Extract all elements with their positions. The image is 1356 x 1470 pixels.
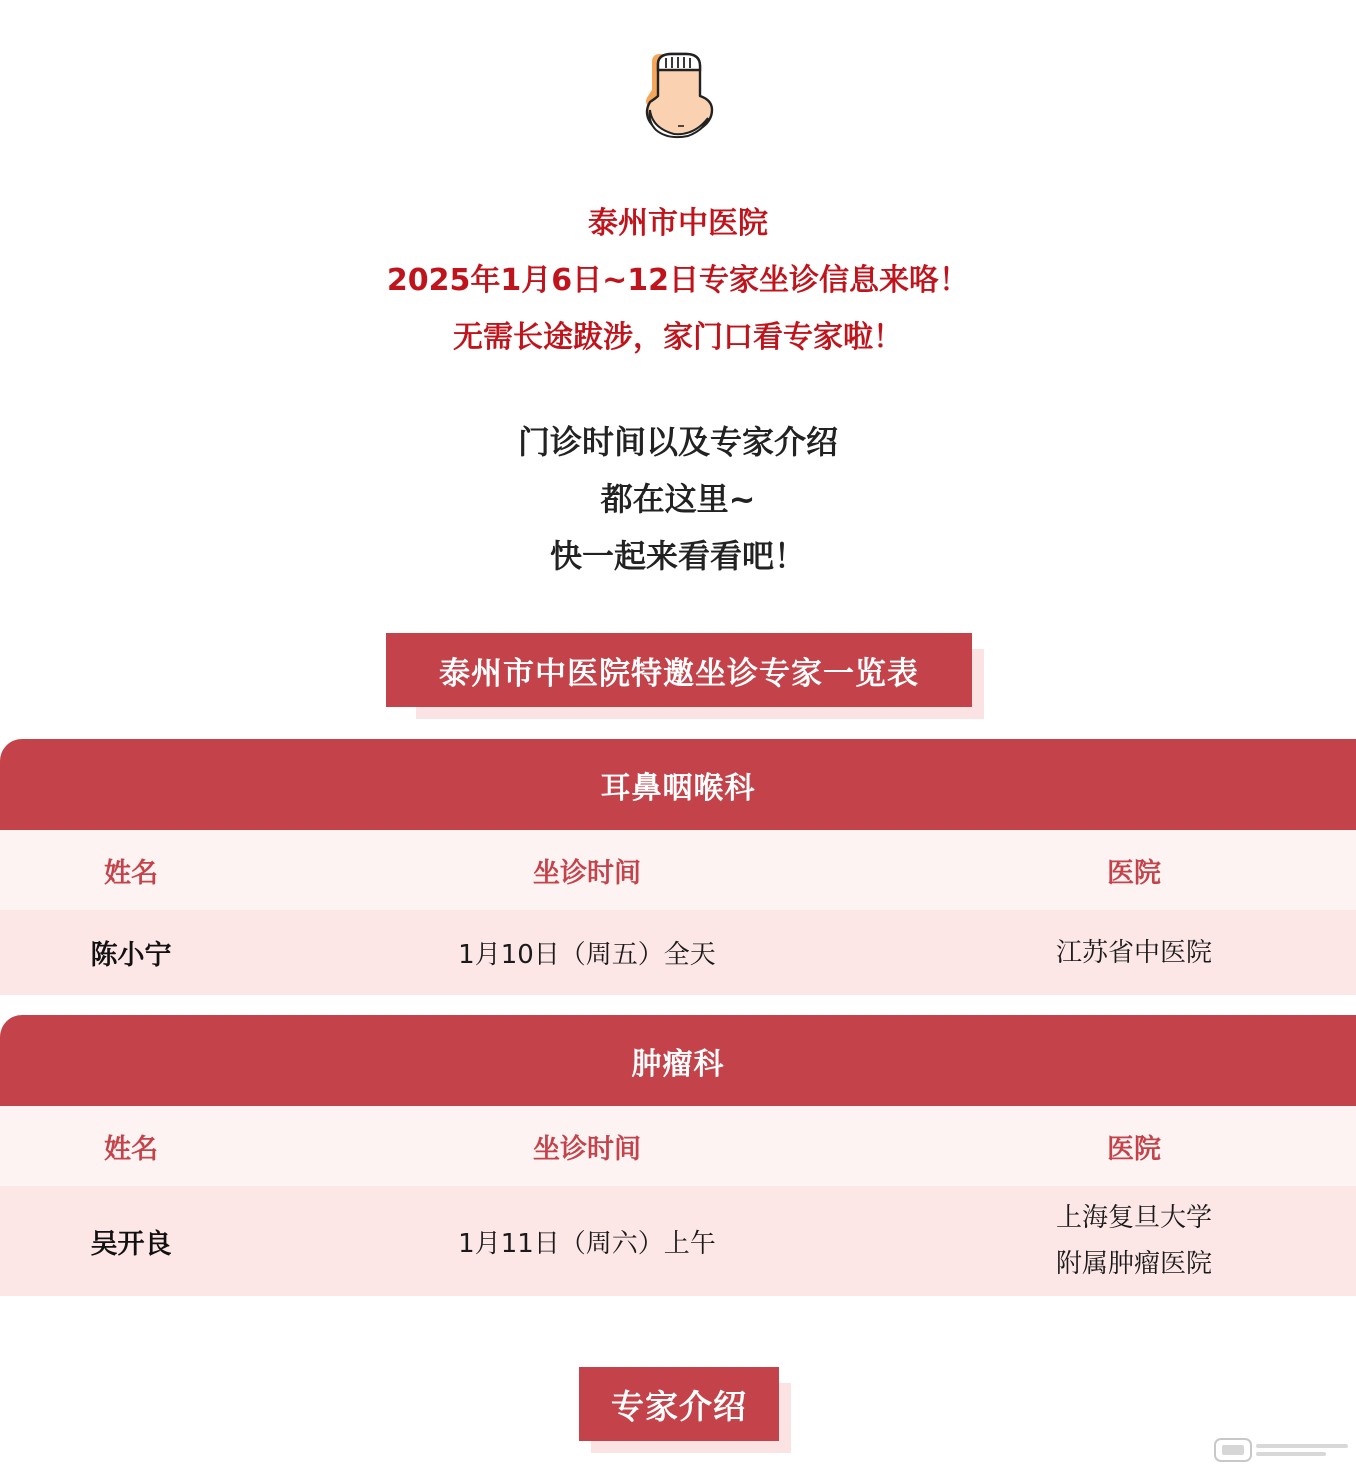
header-time: 坐诊时间: [533, 1133, 641, 1165]
expert-hospital: [912, 910, 1356, 995]
header-hospital: 医院: [1107, 1133, 1161, 1165]
intro-line-1: 门诊时间以及专家介绍: [517, 423, 838, 461]
banner-title: 泰州市中医院特邀坐诊专家一览表: [386, 633, 972, 707]
header-hospital: 医院: [1107, 857, 1161, 889]
department-table-oncology: [0, 1015, 1356, 1296]
header-name: 姓名: [104, 857, 158, 889]
department-title: 肿瘤科: [0, 1015, 1356, 1106]
table-header: [0, 1106, 1356, 1186]
hospital-name: 泰州市中医院: [588, 206, 768, 241]
watermark-logo-icon: [1214, 1436, 1350, 1464]
department-table-ent: [0, 739, 1356, 995]
expert-name: 陈小宁: [90, 940, 172, 971]
department-title: 耳鼻咽喉科: [0, 739, 1356, 830]
schedule-headline: 2025年1月6日~12日专家坐诊信息来咯！: [386, 263, 970, 298]
header-name: 姓名: [104, 1133, 158, 1165]
section-title: 专家介绍: [579, 1367, 779, 1441]
hospital-line: 上海复旦大学: [1055, 1203, 1212, 1233]
schedule-subheadline: 无需长途跋涉，家门口看专家啦！: [453, 320, 903, 355]
intro-line-2: 都在这里~: [600, 480, 756, 518]
intro-line-3: 快一起来看看吧！: [549, 537, 806, 575]
table-header: [0, 830, 1356, 910]
expert-name: 吴开良: [90, 1228, 172, 1260]
expert-hospital: [912, 1186, 1356, 1296]
doctor-avatar-icon: [628, 50, 728, 145]
intro-red-text: [0, 195, 1356, 366]
header-time: 坐诊时间: [533, 857, 641, 889]
intro-dark-text: [0, 414, 1356, 585]
hospital-line: 江苏省中医院: [1055, 937, 1212, 968]
clinic-time: 1月10日（周五）全天: [458, 940, 716, 970]
hospital-line: 附属肿瘤医院: [1055, 1249, 1212, 1279]
clinic-time: 1月11日（周六）上午: [458, 1228, 716, 1259]
table-row: [0, 910, 1356, 995]
table-row: [0, 1186, 1356, 1296]
